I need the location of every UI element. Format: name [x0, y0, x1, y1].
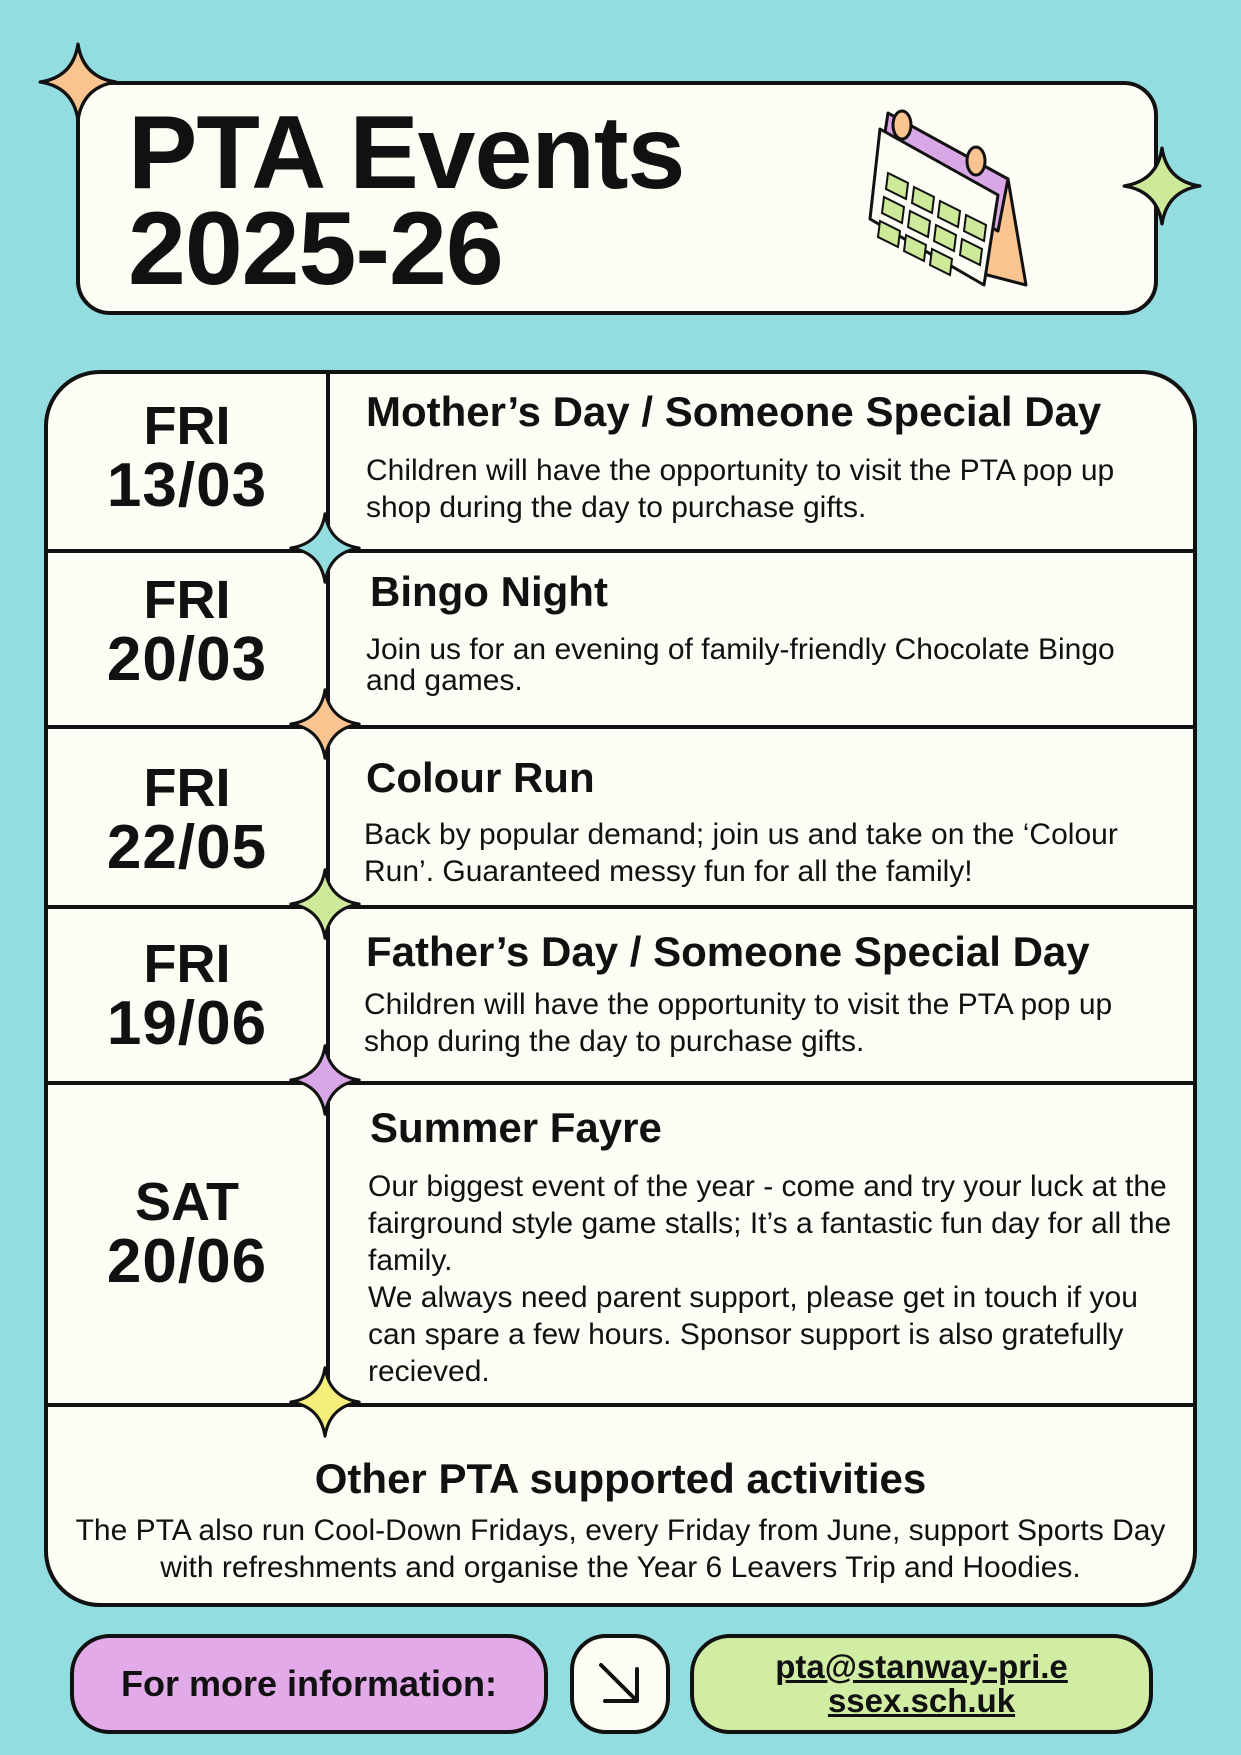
sparkle-star-icon	[287, 1042, 363, 1118]
event-day-month: 19/06	[106, 989, 268, 1058]
event-date	[48, 760, 326, 880]
event-day: SAT	[135, 1172, 239, 1232]
event-day-month: 20/03	[106, 625, 268, 694]
arrow-down-right-icon	[593, 1657, 647, 1711]
event-title: Bingo Night	[370, 568, 608, 615]
event-day: FRI	[143, 934, 231, 994]
row-divider	[48, 1081, 1193, 1085]
event-day-month: 22/05	[106, 813, 268, 882]
email-link[interactable]	[690, 1634, 1153, 1734]
other-activities-text: The PTA also run Cool-Down Fridays, every Friday from June, support Sports Day with refreshments and organise the Year 6 Leavers Trip and Hoodies.	[75, 1514, 1166, 1584]
event-date	[48, 398, 326, 518]
event-description: Back by popular demand; join us and take on the ‘Colour Run’. Guaranteed messy fun for all the family!	[364, 818, 1118, 888]
other-activities-description	[48, 1512, 1193, 1586]
events-card	[44, 370, 1197, 1607]
event-description: Children will have the opportunity to visit the PTA pop up shop during the day to purchase gifts.	[364, 988, 1113, 1058]
sparkle-star-icon	[287, 510, 363, 586]
sparkle-star-icon	[287, 866, 363, 942]
email-text[interactable]: pta@stanway-pri.essex.sch.uk	[775, 1648, 1068, 1719]
event-date	[48, 572, 326, 692]
event-date	[48, 936, 326, 1056]
row-divider	[48, 1403, 1193, 1407]
event-description-part-2: We always need parent support, please get in touch if you can spare a few hours. Sponsor support is also gratefully recieved.	[368, 1281, 1138, 1388]
event-title: Summer Fayre	[370, 1104, 662, 1151]
event-title: Father’s Day / Someone Special Day	[366, 928, 1090, 975]
row-divider	[48, 905, 1193, 909]
event-day: FRI	[143, 396, 231, 456]
event-description: Children will have the opportunity to visit the PTA pop up shop during the day to purchase gifts.	[366, 454, 1115, 524]
page-title	[128, 95, 685, 307]
event-title: Mother’s Day / Someone Special Day	[366, 388, 1102, 435]
sparkle-star-icon	[287, 686, 363, 762]
event-day: FRI	[143, 570, 231, 630]
event-day-month: 13/03	[106, 451, 268, 520]
title-line-2: 2025-26	[128, 191, 503, 307]
arrow-box	[570, 1634, 670, 1734]
header-panel	[76, 81, 1158, 315]
sparkle-star-icon	[36, 40, 120, 124]
event-title: Colour Run	[366, 754, 595, 801]
row-divider	[48, 725, 1193, 729]
event-description: Join us for an evening of family-friendly Chocolate Bingo and games.	[366, 633, 1115, 697]
event-description-part-1: Our biggest event of the year - come and try your luck at the fairground style game stalls; It’s a fantastic fun day for all the family.	[368, 1170, 1172, 1277]
row-divider	[48, 549, 1193, 553]
sparkle-star-icon	[287, 1364, 363, 1440]
more-information-label: For more information:	[70, 1634, 548, 1734]
event-date	[48, 1174, 326, 1294]
event-description	[368, 1168, 1178, 1390]
title-line-1: PTA Events	[128, 95, 685, 211]
event-day: FRI	[143, 758, 231, 818]
calendar-icon	[850, 103, 1050, 303]
other-activities-title: Other PTA supported activities	[314, 1455, 927, 1502]
event-day-month: 20/06	[106, 1227, 268, 1296]
sparkle-star-icon	[1120, 144, 1204, 228]
